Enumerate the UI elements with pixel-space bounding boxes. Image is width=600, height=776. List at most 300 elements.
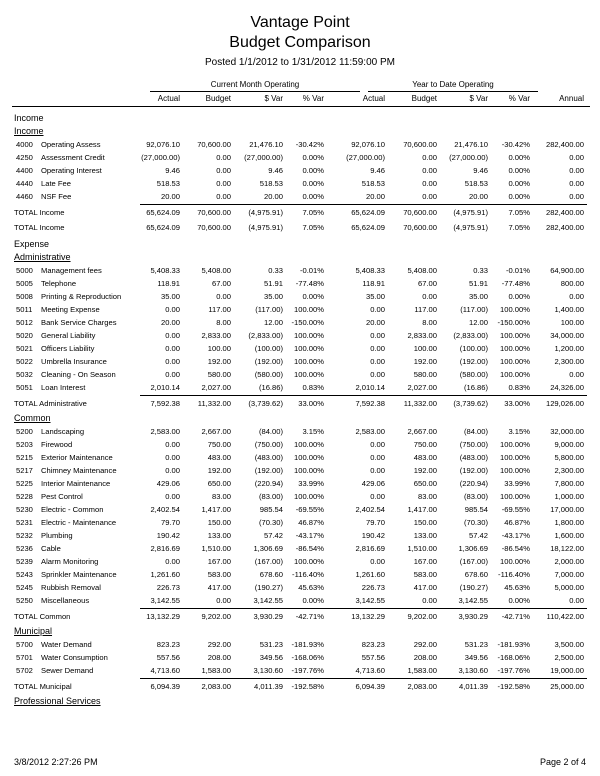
amount-cell: 2,083.00 — [201, 682, 231, 691]
account-name: Operating Interest — [41, 166, 102, 175]
amount-cell: 0.00 — [370, 344, 385, 353]
total-row — [0, 397, 600, 410]
subsection-header — [0, 695, 600, 708]
amount-cell: -150.00% — [291, 318, 324, 327]
amount-cell: 35.00 — [365, 292, 385, 301]
amount-cell: 9.46 — [165, 166, 180, 175]
amount-cell: 3,130.60 — [253, 666, 283, 675]
account-code: 5700 — [16, 640, 33, 649]
amount-cell: 100.00% — [500, 466, 530, 475]
amount-cell: 21,476.10 — [249, 140, 283, 149]
amount-cell: 12.00 — [468, 318, 488, 327]
amount-cell: 0.00 — [165, 492, 180, 501]
account-name: Cleaning - On Season — [41, 370, 116, 379]
amount-cell: 580.00 — [413, 370, 437, 379]
account-name: Meeting Expense — [41, 305, 100, 314]
amount-cell: 70,600.00 — [197, 223, 231, 232]
amount-cell: 20.00 — [160, 192, 180, 201]
table-row — [0, 581, 600, 594]
amount-cell: 64,900.00 — [550, 266, 584, 275]
amount-cell: 823.23 — [156, 640, 180, 649]
amount-cell: 0.33 — [268, 266, 283, 275]
amount-cell: 0.00 — [165, 344, 180, 353]
amount-cell: 57.42 — [468, 531, 488, 540]
subsection-label: Income — [14, 126, 44, 136]
amount-cell: 0.00% — [302, 179, 324, 188]
amount-cell: -197.76% — [291, 666, 324, 675]
amount-cell: 3.15% — [302, 427, 324, 436]
amount-cell: 226.73 — [361, 583, 385, 592]
amount-cell: 45.63% — [504, 583, 530, 592]
amount-cell: 0.00% — [302, 596, 324, 605]
amount-cell: 0.00 — [569, 596, 584, 605]
amount-cell: 0.00 — [370, 557, 385, 566]
amount-cell: -42.71% — [501, 612, 530, 621]
amount-cell: 70,600.00 — [197, 208, 231, 217]
amount-cell: 20.00 — [468, 192, 488, 201]
amount-cell: (3,739.62) — [453, 399, 488, 408]
amount-cell: 1,583.00 — [407, 666, 437, 675]
total-row — [0, 221, 600, 234]
amount-cell: 7.05% — [508, 223, 530, 232]
amount-cell: 349.56 — [464, 653, 488, 662]
total-label: TOTAL Income — [14, 208, 65, 217]
total-row — [0, 206, 600, 219]
amount-cell: 1,306.69 — [458, 544, 488, 553]
amount-cell: 1,510.00 — [201, 544, 231, 553]
total-label: TOTAL Common — [14, 612, 71, 621]
amount-cell: 83.00 — [417, 492, 437, 501]
amount-cell: 1,417.00 — [201, 505, 231, 514]
amount-cell: -168.06% — [497, 653, 530, 662]
subsection-label: Professional Services — [14, 696, 101, 706]
amount-cell: 0.00 — [422, 292, 437, 301]
amount-cell: 483.00 — [413, 453, 437, 462]
account-code: 4440 — [16, 179, 33, 188]
amount-cell: 0.00 — [422, 179, 437, 188]
amount-cell: -77.48% — [295, 279, 324, 288]
amount-cell: 1,583.00 — [201, 666, 231, 675]
amount-cell: 45.63% — [298, 583, 324, 592]
amount-cell: 2,402.54 — [355, 505, 385, 514]
amount-cell: 110,422.00 — [546, 612, 584, 621]
amount-cell: (70.30) — [258, 518, 283, 527]
amount-cell: 65,624.09 — [351, 223, 385, 232]
amount-cell: 12.00 — [263, 318, 283, 327]
amount-cell: 7,592.38 — [355, 399, 385, 408]
account-code: 5215 — [16, 453, 33, 462]
amount-cell: 0.00 — [165, 466, 180, 475]
amount-cell: (750.00) — [254, 440, 283, 449]
amount-cell: 0.00 — [422, 596, 437, 605]
amount-cell: 19,000.00 — [550, 666, 584, 675]
amount-cell: 0.00 — [569, 370, 584, 379]
amount-cell: 2,667.00 — [407, 427, 437, 436]
amount-cell: 129,026.00 — [545, 399, 584, 408]
amount-cell: 35.00 — [263, 292, 283, 301]
account-name: Umbrella Insurance — [41, 357, 107, 366]
account-code: 5217 — [16, 466, 33, 475]
amount-cell: 6,094.39 — [150, 682, 180, 691]
amount-cell: 0.00 — [569, 192, 584, 201]
subtotal-rule — [140, 204, 587, 205]
amount-cell: -116.40% — [498, 570, 530, 579]
amount-cell: 5,408.33 — [150, 266, 180, 275]
amount-cell: 1,417.00 — [407, 505, 437, 514]
amount-cell: 100.00% — [500, 370, 530, 379]
amount-cell: 32,000.00 — [550, 427, 584, 436]
amount-cell: 33.00% — [504, 399, 530, 408]
amount-cell: 192.00 — [207, 357, 231, 366]
amount-cell: 133.00 — [207, 531, 231, 540]
amount-cell: 985.54 — [464, 505, 488, 514]
account-name: Miscellaneous — [41, 596, 90, 605]
amount-cell: 0.83% — [508, 383, 530, 392]
amount-cell: (100.00) — [459, 344, 488, 353]
amount-cell: 583.00 — [207, 570, 231, 579]
amount-cell: 33.99% — [298, 479, 324, 488]
amount-cell: 100.00% — [500, 331, 530, 340]
group-header-current: Current Month Operating — [210, 80, 300, 89]
table-row — [0, 138, 600, 151]
amount-cell: 800.00 — [560, 279, 584, 288]
amount-cell: 0.00 — [569, 179, 584, 188]
table-row — [0, 529, 600, 542]
amount-cell: (2,833.00) — [453, 331, 488, 340]
subsection-header — [0, 251, 600, 264]
amount-cell: (220.94) — [254, 479, 283, 488]
amount-cell: 3.15% — [508, 427, 530, 436]
amount-cell: 100.00% — [500, 440, 530, 449]
amount-cell: 1,261.60 — [355, 570, 385, 579]
amount-cell: 2,083.00 — [407, 682, 437, 691]
amount-cell: -181.93% — [497, 640, 530, 649]
account-name: Interior Maintenance — [41, 479, 111, 488]
account-name: Bank Service Charges — [41, 318, 117, 327]
amount-cell: (580.00) — [254, 370, 283, 379]
amount-cell: 67.00 — [417, 279, 437, 288]
amount-cell: 7.05% — [302, 208, 324, 217]
amount-cell: 0.00 — [216, 166, 231, 175]
amount-cell: 2,833.00 — [407, 331, 437, 340]
amount-cell: 0.00% — [508, 166, 530, 175]
amount-cell: (192.00) — [459, 466, 488, 475]
amount-cell: 7,000.00 — [554, 570, 584, 579]
amount-cell: 2,583.00 — [355, 427, 385, 436]
account-code: 5008 — [16, 292, 33, 301]
amount-cell: 100.00% — [294, 440, 324, 449]
amount-cell: 67.00 — [211, 279, 231, 288]
amount-cell: 531.23 — [464, 640, 488, 649]
account-code: 5020 — [16, 331, 33, 340]
table-row — [0, 651, 600, 664]
amount-cell: 8.00 — [216, 318, 231, 327]
amount-cell: 46.87% — [504, 518, 530, 527]
amount-cell: 20.00 — [365, 192, 385, 201]
amount-cell: (100.00) — [254, 344, 283, 353]
amount-cell: 3,142.55 — [253, 596, 283, 605]
column-header: Budget — [205, 94, 231, 103]
account-code: 4400 — [16, 166, 33, 175]
amount-cell: 2,402.54 — [150, 505, 180, 514]
table-row — [0, 516, 600, 529]
amount-cell: 2,300.00 — [554, 357, 584, 366]
amount-cell: 4,713.60 — [355, 666, 385, 675]
amount-cell: 9,202.00 — [201, 612, 231, 621]
subtotal-rule — [140, 678, 587, 679]
column-header: % Var — [508, 94, 530, 103]
table-row — [0, 264, 600, 277]
amount-cell: 0.00 — [370, 305, 385, 314]
amount-cell: 190.42 — [156, 531, 180, 540]
amount-cell: 3,130.60 — [458, 666, 488, 675]
amount-cell: 429.06 — [361, 479, 385, 488]
account-name: Alarm Monitoring — [41, 557, 99, 566]
amount-cell: 580.00 — [207, 370, 231, 379]
account-name: NSF Fee — [41, 192, 72, 201]
amount-cell: 100.00% — [294, 357, 324, 366]
amount-cell: 0.00% — [508, 192, 530, 201]
report-period: Posted 1/1/2012 to 1/31/2012 11:59:00 PM — [205, 57, 395, 68]
amount-cell: 2,816.69 — [355, 544, 385, 553]
section-header — [0, 112, 600, 125]
amount-cell: 678.60 — [464, 570, 488, 579]
amount-cell: (483.00) — [254, 453, 283, 462]
table-row — [0, 477, 600, 490]
amount-cell: 0.00 — [370, 357, 385, 366]
amount-cell: 208.00 — [413, 653, 437, 662]
account-name: Loan Interest — [41, 383, 86, 392]
amount-cell: 0.00 — [370, 466, 385, 475]
amount-cell: -192.58% — [497, 682, 530, 691]
amount-cell: 1,600.00 — [554, 531, 584, 540]
amount-cell: 0.00% — [302, 166, 324, 175]
total-row — [0, 680, 600, 693]
section-header — [0, 238, 600, 251]
account-name: Electric - Maintenance — [41, 518, 117, 527]
amount-cell: 100.00% — [294, 466, 324, 475]
account-name: Landscaping — [41, 427, 85, 436]
amount-cell: 133.00 — [413, 531, 437, 540]
amount-cell: (190.27) — [254, 583, 283, 592]
amount-cell: 518.53 — [156, 179, 180, 188]
amount-cell: 292.00 — [413, 640, 437, 649]
table-row — [0, 503, 600, 516]
column-header: Actual — [157, 94, 180, 103]
amount-cell: 117.00 — [208, 305, 231, 314]
group-header-ytd: Year to Date Operating — [412, 80, 494, 89]
amount-cell: 0.00 — [569, 166, 584, 175]
total-label: TOTAL Income — [14, 223, 65, 232]
amount-cell: 0.00% — [508, 292, 530, 301]
amount-cell: 65,624.09 — [351, 208, 385, 217]
amount-cell: 5,408.00 — [201, 266, 231, 275]
amount-cell: 100.00% — [294, 557, 324, 566]
amount-cell: 100.00 — [207, 344, 231, 353]
amount-cell: -150.00% — [497, 318, 530, 327]
amount-cell: -168.06% — [291, 653, 324, 662]
amount-cell: 0.00 — [422, 192, 437, 201]
amount-cell: 79.70 — [365, 518, 385, 527]
amount-cell: (84.00) — [258, 427, 283, 436]
account-name: Water Consumption — [41, 653, 108, 662]
table-row — [0, 177, 600, 190]
amount-cell: (83.00) — [258, 492, 283, 501]
amount-cell: (117.00) — [255, 305, 283, 314]
subsection-label: Administrative — [14, 252, 71, 262]
amount-cell: 0.00 — [216, 292, 231, 301]
table-row — [0, 438, 600, 451]
amount-cell: 0.00% — [302, 192, 324, 201]
amount-cell: 65,624.09 — [146, 208, 180, 217]
company-name: Vantage Point — [250, 14, 350, 31]
amount-cell: (167.00) — [254, 557, 283, 566]
amount-cell: 2,667.00 — [201, 427, 231, 436]
amount-cell: 5,000.00 — [554, 583, 584, 592]
amount-cell: 282,400.00 — [545, 223, 584, 232]
account-code: 5236 — [16, 544, 33, 553]
amount-cell: (27,000.00) — [346, 153, 385, 162]
amount-cell: 0.83% — [302, 383, 324, 392]
section-label: Income — [14, 113, 44, 123]
amount-cell: 20.00 — [365, 318, 385, 327]
amount-cell: 3,930.29 — [253, 612, 283, 621]
table-row — [0, 190, 600, 203]
amount-cell: 0.00 — [165, 440, 180, 449]
table-row — [0, 316, 600, 329]
amount-cell: 9.46 — [268, 166, 283, 175]
amount-cell: 0.00 — [165, 331, 180, 340]
amount-cell: 0.00 — [370, 440, 385, 449]
amount-cell: (4,975.91) — [248, 223, 283, 232]
amount-cell: 70,600.00 — [403, 140, 437, 149]
amount-cell: 5,800.00 — [554, 453, 584, 462]
subsection-header — [0, 125, 600, 138]
amount-cell: 25,000.00 — [550, 682, 584, 691]
account-name: Late Fee — [41, 179, 71, 188]
amount-cell: 2,816.69 — [150, 544, 180, 553]
account-name: Management fees — [41, 266, 102, 275]
table-row — [0, 594, 600, 607]
amount-cell: (192.00) — [254, 466, 283, 475]
account-name: Rubbish Removal — [41, 583, 101, 592]
amount-cell: 583.00 — [413, 570, 437, 579]
account-code: 5230 — [16, 505, 33, 514]
amount-cell: 208.00 — [207, 653, 231, 662]
amount-cell: 51.91 — [468, 279, 488, 288]
amount-cell: 100.00% — [294, 492, 324, 501]
amount-cell: (3,739.62) — [248, 399, 283, 408]
amount-cell: 100.00% — [500, 305, 530, 314]
amount-cell: -197.76% — [497, 666, 530, 675]
account-code: 4250 — [16, 153, 33, 162]
amount-cell: 9,202.00 — [407, 612, 437, 621]
total-row — [0, 610, 600, 623]
amount-cell: 70,600.00 — [403, 223, 437, 232]
amount-cell: (16.86) — [258, 383, 283, 392]
column-header: Budget — [411, 94, 437, 103]
amount-cell: 3,930.29 — [458, 612, 488, 621]
amount-cell: 1,306.69 — [253, 544, 283, 553]
amount-cell: 0.00 — [216, 192, 231, 201]
amount-cell: 518.53 — [259, 179, 283, 188]
amount-cell: 0.00 — [165, 557, 180, 566]
account-code: 5000 — [16, 266, 33, 275]
amount-cell: 4,011.39 — [459, 682, 488, 691]
amount-cell: 0.00% — [508, 153, 530, 162]
account-name: Officers Liability — [41, 344, 95, 353]
amount-cell: -43.17% — [501, 531, 530, 540]
amount-cell: 7,592.38 — [150, 399, 180, 408]
account-code: 5200 — [16, 427, 33, 436]
amount-cell: 0.00% — [508, 179, 530, 188]
amount-cell: (167.00) — [459, 557, 488, 566]
amount-cell: 13,132.29 — [351, 612, 385, 621]
amount-cell: 1,200.00 — [554, 344, 584, 353]
account-name: Sewer Demand — [41, 666, 94, 675]
amount-cell: 20.00 — [263, 192, 283, 201]
table-row — [0, 368, 600, 381]
amount-cell: 117.00 — [414, 305, 437, 314]
account-code: 5005 — [16, 279, 33, 288]
amount-cell: 2,833.00 — [201, 331, 231, 340]
table-row — [0, 355, 600, 368]
amount-cell: 2,000.00 — [554, 557, 584, 566]
amount-cell: 167.00 — [413, 557, 437, 566]
account-name: Water Demand — [41, 640, 92, 649]
amount-cell: 192.00 — [413, 357, 437, 366]
amount-cell: 192.00 — [207, 466, 231, 475]
amount-cell: -69.55% — [501, 505, 530, 514]
amount-cell: 5,408.00 — [407, 266, 437, 275]
amount-cell: 349.56 — [259, 653, 283, 662]
amount-cell: 24,326.00 — [550, 383, 584, 392]
table-row — [0, 290, 600, 303]
amount-cell: 2,500.00 — [554, 653, 584, 662]
table-row — [0, 638, 600, 651]
account-code: 5239 — [16, 557, 33, 566]
amount-cell: 0.00% — [302, 153, 324, 162]
table-row — [0, 342, 600, 355]
amount-cell: 100.00% — [294, 453, 324, 462]
amount-cell: 0.33 — [473, 266, 488, 275]
amount-cell: 557.56 — [361, 653, 385, 662]
amount-cell: 0.00% — [302, 292, 324, 301]
table-row — [0, 490, 600, 503]
amount-cell: 11,332.00 — [197, 399, 231, 408]
amount-cell: -86.54% — [501, 544, 530, 553]
amount-cell: 33.99% — [504, 479, 530, 488]
subsection-header — [0, 412, 600, 425]
account-code: 5228 — [16, 492, 33, 501]
amount-cell: -116.40% — [292, 570, 324, 579]
amount-cell: -69.55% — [295, 505, 324, 514]
account-name: Printing & Reproduction — [41, 292, 122, 301]
amount-cell: (27,000.00) — [449, 153, 488, 162]
account-code: 5702 — [16, 666, 33, 675]
amount-cell: 483.00 — [207, 453, 231, 462]
amount-cell: 17,000.00 — [550, 505, 584, 514]
column-header: $ Var — [264, 94, 283, 103]
amount-cell: 51.91 — [263, 279, 283, 288]
amount-cell: 750.00 — [413, 440, 437, 449]
amount-cell: (4,975.91) — [453, 223, 488, 232]
account-name: Pest Control — [41, 492, 83, 501]
amount-cell: 192.00 — [413, 466, 437, 475]
amount-cell: 13,132.29 — [146, 612, 180, 621]
amount-cell: -0.01% — [299, 266, 324, 275]
amount-cell: 2,010.14 — [355, 383, 385, 392]
